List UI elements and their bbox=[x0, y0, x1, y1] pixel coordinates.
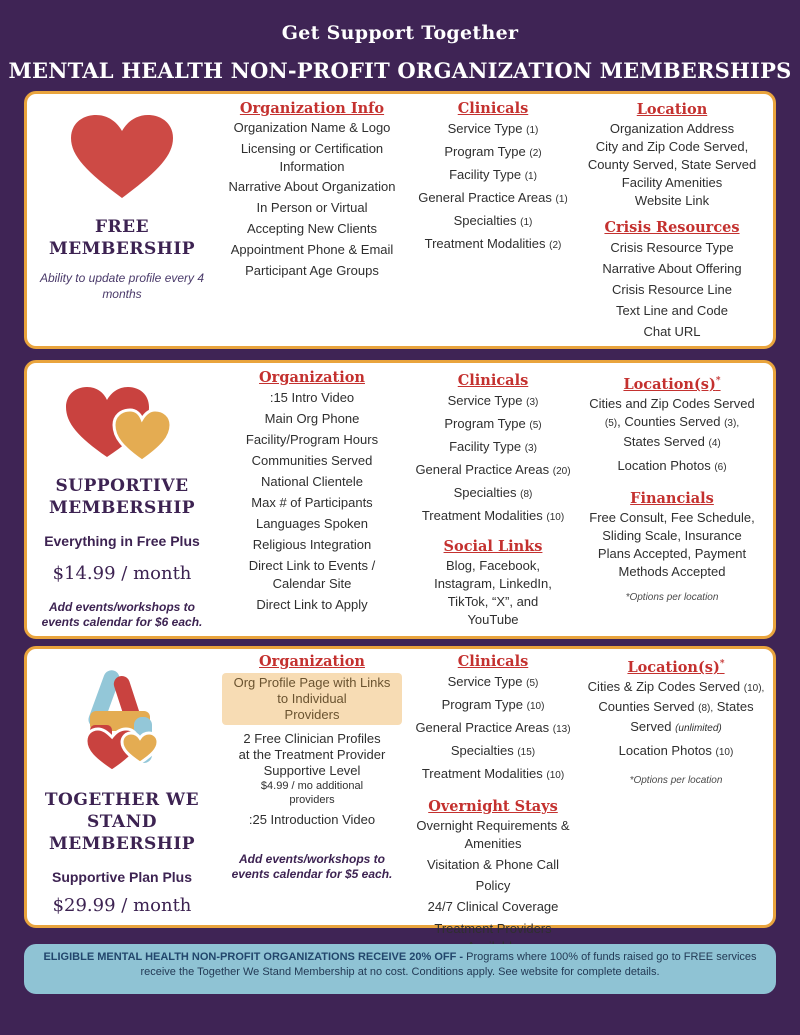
list-item: Treatment Modalities (10) bbox=[421, 766, 565, 781]
organization-column bbox=[222, 369, 402, 615]
list-item: Program Type (10) bbox=[441, 697, 545, 712]
clinicals-heading: Clinicals bbox=[457, 100, 529, 117]
list-item: Free Consult, Fee Schedule, bbox=[589, 509, 755, 525]
list-item: Treatment Modalities (2) bbox=[424, 236, 562, 251]
organization-heading: Organization bbox=[259, 653, 365, 670]
list-item: Information bbox=[279, 159, 345, 174]
list-item: Languages Spoken bbox=[255, 516, 369, 531]
list-item: Main Org Phone bbox=[264, 411, 360, 426]
list-item: Service Type (1) bbox=[447, 121, 539, 136]
list-item: Overnight Requirements & bbox=[416, 818, 570, 833]
clinicals-column bbox=[409, 100, 577, 256]
list-item: Plans Accepted, Payment bbox=[597, 545, 747, 561]
organization-column bbox=[222, 653, 402, 882]
financials-heading: Financials bbox=[630, 489, 714, 507]
social-links-heading: Social Links bbox=[443, 538, 543, 555]
list-item: Website Link bbox=[634, 193, 710, 208]
list-item: :25 Introduction Video bbox=[248, 812, 376, 827]
list-item: Facility Amenities bbox=[621, 175, 723, 190]
list-item: Max # of Participants bbox=[251, 495, 373, 510]
list-item: Location Photos (6) bbox=[617, 457, 727, 473]
list-item: YouTube bbox=[467, 612, 519, 627]
clinicals-heading: Clinicals bbox=[457, 653, 529, 670]
list-item: TikTok, “X”, and bbox=[447, 594, 539, 609]
free-membership-card bbox=[24, 91, 776, 349]
together-we-stand-card bbox=[24, 646, 776, 936]
tier-name-line1: TOGETHER WE bbox=[44, 790, 200, 810]
list-item: Facility Type (3) bbox=[449, 439, 537, 454]
list-item: Supportive Level bbox=[263, 763, 361, 778]
list-item: Facility/Program Hours bbox=[245, 432, 379, 447]
list-item: Location Photos (10) bbox=[618, 742, 734, 758]
clinicals-column bbox=[409, 653, 577, 955]
crossed-fingers-hearts-icon bbox=[72, 667, 172, 777]
list-item: City and Zip Code Served, bbox=[595, 139, 749, 154]
list-item: Organization Name & Logo bbox=[233, 120, 391, 135]
locations-column bbox=[583, 372, 761, 603]
list-item: Religious Integration bbox=[252, 537, 372, 552]
list-item: States Served (4) bbox=[623, 433, 721, 449]
list-item: Blog, Facebook, bbox=[446, 558, 540, 573]
list-item: (5), Counties Served (3), bbox=[604, 413, 740, 429]
list-item: providers bbox=[289, 794, 335, 806]
list-item: Treatment Providers bbox=[434, 921, 552, 936]
options-note: *Options per location bbox=[625, 591, 719, 603]
list-item: Program Type (2) bbox=[444, 144, 542, 159]
heart-icon bbox=[67, 112, 177, 202]
clinicals-heading: Clinicals bbox=[457, 372, 529, 389]
clinicals-column bbox=[409, 372, 577, 628]
list-item: Cities and Zip Codes Served bbox=[589, 395, 755, 411]
organization-heading: Organization bbox=[259, 369, 365, 386]
list-item: Communities Served bbox=[251, 453, 373, 468]
profile-page-highlight: Org Profile Page with Links to Individual Providers bbox=[222, 673, 402, 725]
tier-name-line3: MEMBERSHIP bbox=[48, 834, 196, 854]
page-title: MENTAL HEALTH NON-PROFIT ORGANIZATION MEMBERSHIPS bbox=[8, 58, 792, 83]
list-item: 24/7 Clinical Coverage bbox=[427, 899, 559, 914]
tier-name-line2: MEMBERSHIP bbox=[48, 498, 196, 518]
location-column bbox=[583, 101, 761, 342]
list-item: $4.99 / mo additional bbox=[260, 780, 364, 792]
discount-banner bbox=[24, 944, 776, 994]
list-item: Cities & Zip Codes Served (10), bbox=[587, 678, 765, 694]
list-item: Facility Type (1) bbox=[449, 167, 537, 182]
list-item: Specialties (15) bbox=[450, 743, 536, 758]
list-item: 2 Free Clinician Profiles bbox=[243, 731, 381, 746]
list-item: Participant Age Groups bbox=[245, 263, 379, 278]
overnight-stays-heading: Overnight Stays bbox=[428, 798, 558, 815]
includes-label: Supportive Plan Plus bbox=[51, 869, 193, 885]
list-item: Crisis Resource Type bbox=[610, 240, 734, 255]
free-tier-summary bbox=[27, 112, 217, 302]
list-item: Service Type (5) bbox=[447, 674, 539, 689]
list-item: General Practice Areas (20) bbox=[415, 462, 571, 477]
list-item: :15 Intro Video bbox=[269, 390, 355, 405]
list-item: National Clientele bbox=[261, 474, 363, 489]
tier-name-line1: FREE bbox=[94, 217, 150, 237]
list-item: Organization Address bbox=[609, 121, 735, 136]
together-tier-summary bbox=[27, 667, 217, 916]
list-item: Direct Link to Apply bbox=[256, 597, 368, 612]
page-subtitle: Get Support Together bbox=[281, 22, 519, 44]
location-heading: Location bbox=[636, 101, 708, 118]
list-item: Crisis Resource Line bbox=[612, 282, 732, 297]
list-item: Specialties (8) bbox=[453, 485, 533, 500]
two-hearts-icon bbox=[62, 383, 182, 463]
org-info-column bbox=[222, 100, 402, 281]
org-info-heading: Organization Info bbox=[239, 100, 385, 117]
tier-name-line1: SUPPORTIVE bbox=[55, 476, 189, 496]
list-item: Methods Accepted bbox=[618, 563, 726, 579]
list-item: Treatment Modalities (10) bbox=[421, 508, 565, 523]
list-item: Amenities bbox=[464, 836, 522, 851]
list-item: Direct Link to Events / bbox=[248, 558, 376, 573]
locations-heading: Location(s)* bbox=[623, 375, 721, 393]
list-item: Narrative About Organization bbox=[228, 179, 396, 194]
list-item: Text Line and Code bbox=[615, 303, 729, 318]
supportive-tier-summary bbox=[27, 383, 217, 630]
tier-name-line2: MEMBERSHIP bbox=[48, 239, 196, 259]
list-item: Narrative About Offering bbox=[602, 261, 742, 276]
price-label: $29.99 / month bbox=[52, 895, 192, 916]
list-item: Chat URL bbox=[643, 324, 701, 339]
tier-name-line2: STAND bbox=[87, 812, 157, 832]
list-item: Specialties (1) bbox=[453, 213, 533, 228]
list-item: at the Treatment Provider bbox=[238, 747, 386, 762]
list-item: In Person or Virtual bbox=[256, 200, 368, 215]
options-note: *Options per location bbox=[629, 774, 723, 786]
crisis-resources-heading: Crisis Resources bbox=[604, 219, 740, 236]
list-item: County Served, State Served bbox=[587, 157, 757, 172]
list-item: Accepting New Clients bbox=[246, 221, 378, 236]
banner-text: Programs where 100% of funds raised go to FREE services receive the Together We Stand Membership at no cost. Conditions apply. See website for complete details. bbox=[140, 951, 757, 978]
list-item: Served (unlimited) bbox=[630, 718, 722, 734]
update-note: Ability to update profile every 4 months bbox=[39, 271, 205, 301]
list-item: Licensing or Certification bbox=[240, 141, 384, 156]
list-item: General Practice Areas (13) bbox=[415, 720, 571, 735]
events-note: Add events/workshops to events calendar for $5 each. bbox=[231, 852, 393, 881]
locations-heading: Location(s)* bbox=[627, 658, 725, 676]
list-item: Visitation & Phone Call Policy bbox=[426, 857, 559, 893]
events-note: Add events/workshops to events calendar for $6 each. bbox=[41, 600, 203, 629]
supportive-membership-card bbox=[24, 360, 776, 639]
list-item: Calendar Site bbox=[272, 576, 352, 591]
list-item: Service Type (3) bbox=[447, 393, 539, 408]
price-label: $14.99 / month bbox=[52, 563, 192, 584]
locations-column bbox=[583, 655, 769, 786]
banner-bold: ELIGIBLE MENTAL HEALTH NON-PROFIT ORGANIZATIONS RECEIVE 20% OFF - bbox=[43, 951, 464, 963]
list-item: Program Type (5) bbox=[444, 416, 542, 431]
list-item: Appointment Phone & Email bbox=[230, 242, 394, 257]
list-item: Instagram, LinkedIn, bbox=[434, 576, 552, 591]
list-item: Sliding Scale, Insurance bbox=[602, 527, 742, 543]
list-item: Counties Served (8), States bbox=[598, 698, 754, 714]
includes-label: Everything in Free Plus bbox=[44, 533, 200, 549]
list-item: General Practice Areas (1) bbox=[418, 190, 568, 205]
